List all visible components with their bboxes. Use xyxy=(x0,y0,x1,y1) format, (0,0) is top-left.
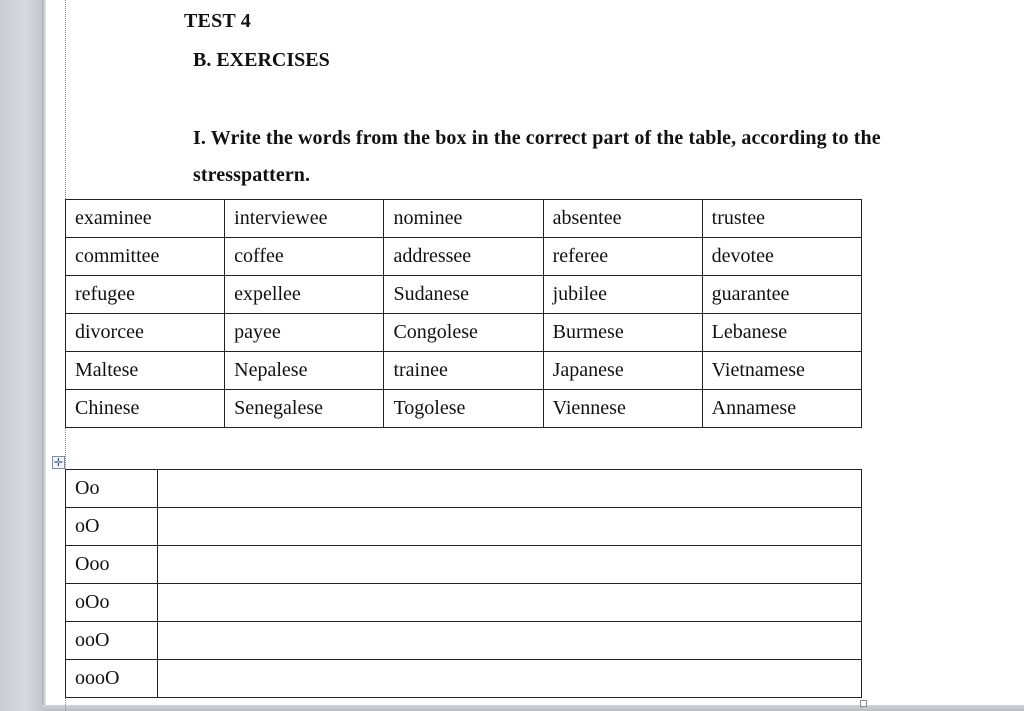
word-cell[interactable]: committee xyxy=(66,238,225,276)
word-cell[interactable]: guarantee xyxy=(702,276,861,314)
word-cell[interactable]: Chinese xyxy=(66,390,225,428)
word-cell[interactable]: divorcee xyxy=(66,314,225,352)
stress-pattern-label[interactable]: oooO xyxy=(66,660,158,698)
word-cell[interactable]: addressee xyxy=(384,238,543,276)
table-row xyxy=(66,390,862,428)
word-cell[interactable]: trainee xyxy=(384,352,543,390)
word-cell[interactable]: Sudanese xyxy=(384,276,543,314)
word-cell[interactable]: Annamese xyxy=(702,390,861,428)
word-cell[interactable]: nominee xyxy=(384,200,543,238)
table-row xyxy=(66,200,862,238)
word-cell[interactable]: payee xyxy=(225,314,384,352)
word-cell[interactable]: Viennese xyxy=(543,390,702,428)
page-edge-shadow xyxy=(42,0,46,711)
answer-cell[interactable] xyxy=(158,508,862,546)
word-cell[interactable]: trustee xyxy=(702,200,861,238)
word-cell[interactable]: Lebanese xyxy=(702,314,861,352)
stress-pattern-label[interactable]: Ooo xyxy=(66,546,158,584)
table-row xyxy=(66,660,862,698)
word-cell[interactable]: devotee xyxy=(702,238,861,276)
word-cell[interactable]: expellee xyxy=(225,276,384,314)
instruction-text[interactable]: I. Write the words from the box in the correct part of the table, according to the stresspattern. xyxy=(193,127,881,186)
stress-pattern-label[interactable]: oO xyxy=(66,508,158,546)
table-row xyxy=(66,314,862,352)
table-row xyxy=(66,238,862,276)
table-row xyxy=(66,470,862,508)
word-cell[interactable]: Togolese xyxy=(384,390,543,428)
word-cell[interactable]: refugee xyxy=(66,276,225,314)
word-cell[interactable]: Vietnamese xyxy=(702,352,861,390)
resize-handle-icon[interactable] xyxy=(860,700,867,707)
stress-pattern-label[interactable]: ooO xyxy=(66,622,158,660)
word-cell[interactable]: coffee xyxy=(225,238,384,276)
word-cell[interactable]: Nepalese xyxy=(225,352,384,390)
word-cell[interactable]: jubilee xyxy=(543,276,702,314)
left-margin-area xyxy=(0,0,42,711)
word-cell[interactable]: absentee xyxy=(543,200,702,238)
table-row xyxy=(66,584,862,622)
answer-cell[interactable] xyxy=(158,546,862,584)
move-icon[interactable]: ✛ xyxy=(53,456,64,469)
table-row xyxy=(66,546,862,584)
table-row xyxy=(66,352,862,390)
answer-cell[interactable] xyxy=(158,660,862,698)
table-row xyxy=(66,622,862,660)
word-cell[interactable]: Burmese xyxy=(543,314,702,352)
stress-pattern-label[interactable]: oOo xyxy=(66,584,158,622)
answer-cell[interactable] xyxy=(158,584,862,622)
word-cell[interactable]: Japanese xyxy=(543,352,702,390)
word-cell[interactable]: referee xyxy=(543,238,702,276)
stress-pattern-label[interactable]: Oo xyxy=(66,470,158,508)
page-bottom-edge xyxy=(42,705,1024,711)
word-cell[interactable]: examinee xyxy=(66,200,225,238)
word-cell[interactable]: Senegalese xyxy=(225,390,384,428)
stress-pattern-table xyxy=(65,469,862,698)
table-row xyxy=(66,276,862,314)
table-row xyxy=(66,508,862,546)
word-box-table xyxy=(65,199,862,428)
word-cell[interactable]: interviewee xyxy=(225,200,384,238)
word-cell[interactable]: Maltese xyxy=(66,352,225,390)
answer-cell[interactable] xyxy=(158,622,862,660)
section-title[interactable]: B. EXERCISES xyxy=(193,49,330,71)
word-cell[interactable]: Congolese xyxy=(384,314,543,352)
test-title[interactable]: TEST 4 xyxy=(184,10,251,32)
answer-cell[interactable] xyxy=(158,470,862,508)
